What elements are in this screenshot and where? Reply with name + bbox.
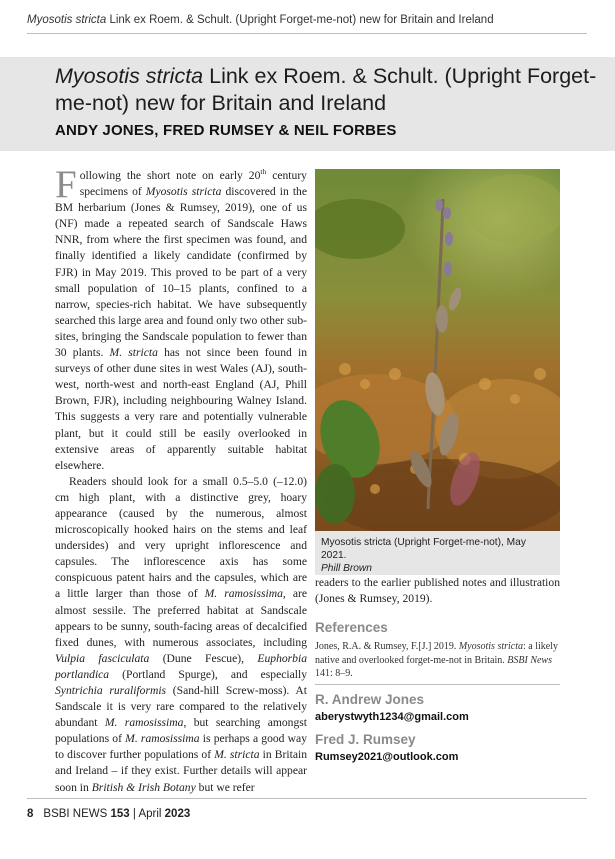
text-run: : a likely native and overlooked forget-me-not in Britain. (315, 641, 559, 666)
text-run: in Britain and Ireland – if they exist. Further details will appear soon in (55, 748, 307, 794)
text-run: (Portland Spurge), and especially (109, 667, 307, 681)
text-run: but we refer (195, 780, 255, 794)
drop-cap: F (55, 163, 77, 206)
article-title (55, 63, 600, 117)
publication-name: BSBI NEWS (43, 808, 111, 820)
superscript: th (260, 167, 267, 177)
text-run: discovered in the BM herbarium (Jones & Rumsey, 2019), one of us (NF) made a repeated search of Sandscale Haws NNR, from where the first specimen was found, and finally identified a likely candidate (confirmed by FJR) in May 2019. This proved to be part of a very small population of 10–15 plants, confined to a narrow, species-rich habitat. We have subsequently searched this large area and found only two other sub-sites, bringing the Sandscale population to fewer than 30 plants. (55, 185, 307, 360)
contact-name: Fred J. Rumsey (315, 732, 416, 747)
running-head-sci-name: Myosotis stricta (27, 14, 107, 26)
text-run: has not since been found in surveys of other dune sites in west Wales (AJ), south-west, north-west and north-east England (AJ, Phill Brown, FJR), including neighbouring Walney Island. This suggests a very rare and potentially vulnerable plant, but it could still be easily overlooked in extensive areas of apparently suitable habitat elsewhere. (55, 346, 308, 472)
species-name: M. ramosissima (104, 716, 184, 730)
references-heading: References (315, 620, 388, 635)
myosotis-stricta-photo-icon (315, 169, 560, 531)
body-left-column (55, 163, 308, 796)
caption-text: Myosotis stricta (Upright Forget-me-not), May 2021. (321, 537, 526, 561)
reference-entry (315, 640, 560, 681)
page-number: 8 (27, 808, 34, 820)
text-run: Readers should look for a small 0.5–5.0 (–12.0) cm high plant, with a distinctive grey, hoary appearance (caused by the numerous, almost microscopically hooked hairs on the stems and leaf undersides) and very upright inflorescence and capsules. The inflorescence axis has some conspicuous patent hairs and the capsules, which are a little larger than those of (55, 474, 307, 601)
article-authors: ANDY JONES, FRED RUMSEY & NEIL FORBES (55, 122, 397, 139)
footer-separator: | April (129, 808, 165, 820)
text-run: Jones, R.A. & Rumsey, F.[J.] 2019. (315, 641, 459, 652)
species-name: M. stricta (214, 748, 260, 762)
species-name: M. stricta (109, 346, 158, 360)
species-name: Myosotis stricta (458, 641, 524, 652)
article-title-sci: Myosotis stricta (55, 64, 204, 88)
text-run: is perhaps a good way to discover further populations of (55, 732, 307, 762)
text-run: , are almost sessile. The preferred habitat at Sandscale appears to be sunny, south-facing areas of decalcified fixed dunes, with numerous associates, including (55, 587, 307, 649)
text-run: , but searching amongst populations of (55, 716, 307, 746)
text-run: ollowing the short note on early 20 (79, 169, 261, 182)
species-name: M. ramosissima (204, 587, 283, 601)
contact-email[interactable]: Rumsey2021@outlook.com (315, 751, 459, 763)
text-run: (Dune Fescue), (149, 651, 258, 665)
photo-illustration (315, 169, 560, 531)
species-name: Myosotis stricta (145, 185, 222, 199)
text-run: (Sand-hill Screw-moss). At Sandscale it is very rare compared to the relatively abundant (55, 684, 308, 730)
running-head-rest: Link ex Roem. & Schult. (Upright Forget-me-not) new for Britain and Ireland (106, 14, 494, 26)
issue-number: 153 (110, 808, 130, 820)
body-right-continuation: readers to the earlier published notes and illustration (Jones & Rumsey, 2019). (315, 576, 560, 606)
journal-name: BSBI News (507, 654, 552, 666)
text-run: century specimens of (79, 169, 307, 199)
species-name: Syntrichia ruraliformis (55, 684, 167, 697)
body-paragraph-2 (55, 474, 307, 796)
photo-caption (315, 531, 560, 575)
contact-name: R. Andrew Jones (315, 692, 425, 707)
species-name: M. ramosissima (125, 732, 200, 746)
body-paragraph-1 (55, 163, 308, 474)
text-run: 141: 8–9. (315, 668, 353, 679)
page-footer (27, 798, 587, 820)
species-name: Euphorbia portlandica (55, 651, 307, 681)
running-head (27, 14, 587, 34)
photo-credit: Phill Brown (321, 563, 372, 574)
contact-email[interactable]: aberystwyth1234@gmail.com (315, 711, 469, 723)
species-name: Vulpia fasciculata (55, 651, 150, 665)
article-title-rest: Link ex Roem. & Schult. (Upright Forget-me-not) new for Britain and Ireland (55, 64, 597, 115)
divider (315, 684, 560, 685)
issue-year: 2023 (164, 808, 191, 820)
journal-name: British & Irish Botany (91, 780, 196, 794)
